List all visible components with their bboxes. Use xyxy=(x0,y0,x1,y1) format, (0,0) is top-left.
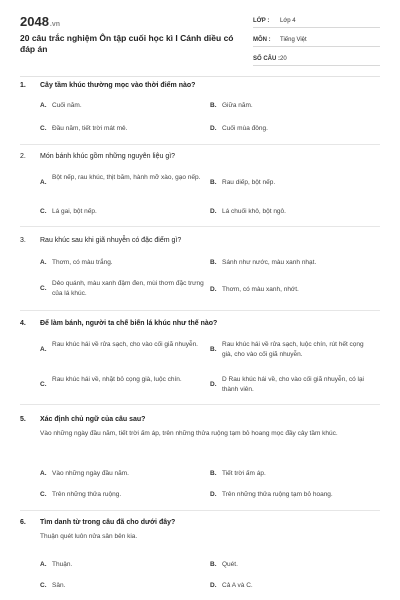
option-a[interactable]: A. Vào những ngày đầu năm. xyxy=(40,470,129,477)
question-5: 5. Xác định chủ ngữ của câu sau? Vào những ngày đầu năm, tiết trời ấm áp, trên những thửa ruộng tạm bỏ hoang mọc đầy cây tầm khúc. A. Vào những ngày đầu năm. B. Tiết trời ấm áp. C. Trên những thửa ruộng. D. Trên những thửa ruộng tạm bỏ hoang. xyxy=(20,414,380,439)
option-b[interactable]: B. Sánh như nước, màu xanh nhạt. xyxy=(210,259,317,266)
question-3: 3. Rau khúc sau khi giã nhuyễn có đặc điểm gì? A. Thơm, có màu trắng. B. Sánh như nước, màu xanh nhạt. C. Dẻo quánh, màu xanh đậm đen, mùi thơm đặc trưng của lá khúc. D. Thơm, có màu xanh, nhớt. xyxy=(20,235,380,246)
option-d[interactable]: D. D Rau khúc hái về, cho vào cối giã nhuyễn, có lại thành viên. xyxy=(210,376,365,393)
question-passage: Vào những ngày đầu năm, tiết trời ấm áp, trên những thửa ruộng tạm bỏ hoang mọc đầy cây tầm khúc. xyxy=(40,430,338,437)
site-logo[interactable]: 2048.vn xyxy=(20,14,61,29)
meta-subject: MÔN : Tiếng Việt xyxy=(253,33,380,47)
header-divider xyxy=(20,76,380,77)
question-text: Xác định chủ ngữ của câu sau? xyxy=(40,416,146,423)
option-c[interactable]: C. Trên những thửa ruộng. xyxy=(40,491,122,498)
meta-info xyxy=(253,14,380,71)
question-divider xyxy=(20,510,380,511)
option-b[interactable]: B. Tiết trời ấm áp. xyxy=(210,470,266,477)
document-title: 20 câu trắc nghiệm Ôn tập cuối học kì I Cánh diều có đáp án xyxy=(20,33,234,54)
option-c[interactable]: C. Lá gai, bột nếp. xyxy=(40,208,97,215)
question-text: Tìm danh từ trong câu đã cho dưới đây? xyxy=(40,519,176,526)
question-divider xyxy=(20,226,380,227)
option-c[interactable]: C. Dẻo quánh, màu xanh đậm đen, mùi thơm đặc trưng của lá khúc. xyxy=(40,280,204,297)
option-a[interactable]: A. Cuối năm. xyxy=(40,102,82,109)
question-6: 6. Tìm danh từ trong câu đã cho dưới đây? Thuận quét luôn nửa sân bên kia. A. Thuận. B. Quét. C. Sân. D. Cả A và C. xyxy=(20,517,380,542)
option-a[interactable]: A. Thuận. xyxy=(40,561,73,568)
meta-grade: LỚP : Lớp 4 xyxy=(253,14,380,28)
question-text: Món bánh khúc gồm những nguyên liệu gì? xyxy=(40,153,176,160)
meta-count: SỐ CÂU : 20 xyxy=(253,52,380,66)
option-b[interactable]: B. Rau khúc hái về rửa sạch, luộc chín, rút hết cọng già, cho vào cối giã nhuyễn. xyxy=(210,341,364,358)
option-d[interactable]: D. Thơm, có màu xanh, nhớt. xyxy=(210,286,299,293)
question-text: Cây tầm khúc thường mọc vào thời điểm nào? xyxy=(40,82,196,89)
question-divider xyxy=(20,144,380,145)
option-a[interactable]: A. Thơm, có màu trắng. xyxy=(40,259,113,266)
option-d[interactable]: D. Cuối mùa đông. xyxy=(210,125,268,132)
option-d[interactable]: D. Lá chuối khô, bột ngô. xyxy=(210,208,286,215)
question-1: 1. Cây tầm khúc thường mọc vào thời điểm nào? A. Cuối năm. B. Giữa năm. C. Đầu năm, tiết trời mát mẻ. D. Cuối mùa đông. xyxy=(20,80,380,91)
question-text: Rau khúc sau khi giã nhuyễn có đặc điểm gì? xyxy=(40,237,182,244)
question-passage: Thuận quét luôn nửa sân bên kia. xyxy=(40,533,138,540)
question-divider xyxy=(20,404,380,405)
question-2: 2. Món bánh khúc gồm những nguyên liệu gì? A. Bột nếp, rau khúc, thịt băm, hành mỡ xào, gạo nếp. B. Rau diếp, bột nếp. C. Lá gai, bột nếp. D. Lá chuối khô, bột ngô. xyxy=(20,151,380,162)
option-c[interactable]: C. Đầu năm, tiết trời mát mẻ. xyxy=(40,125,128,132)
worksheet-header xyxy=(0,0,400,75)
option-c[interactable]: C. Sân. xyxy=(40,582,66,589)
question-divider xyxy=(20,310,380,311)
option-d[interactable]: D. Trên những thửa ruộng tạm bỏ hoang. xyxy=(210,491,333,498)
option-a[interactable]: A. Bột nếp, rau khúc, thịt băm, hành mỡ xào, gạo nếp. xyxy=(40,174,201,186)
option-a[interactable]: A. Rau khúc hái về rửa sạch, cho vào cối giã nhuyễn. xyxy=(40,341,198,353)
question-text: Để làm bánh, người ta chế biến lá khúc như thế nào? xyxy=(40,320,218,327)
question-4: 4. Để làm bánh, người ta chế biến lá khúc như thế nào? A. Rau khúc hái về rửa sạch, cho vào cối giã nhuyễn. B. Rau khúc hái về rửa sạch, luộc chín, rút hết cọng già, cho vào cối giã nhuyễn. C. Rau khúc hái về, nhặt bỏ cọng già, luộc chín. D. D Rau khúc hái về, cho vào cối giã nhuyễn, có lại thành viên. xyxy=(20,318,380,329)
option-b[interactable]: B. Giữa năm. xyxy=(210,102,253,109)
option-b[interactable]: B. Rau diếp, bột nếp. xyxy=(210,179,276,186)
option-c[interactable]: C. Rau khúc hái về, nhặt bỏ cọng già, luộc chín. xyxy=(40,376,182,388)
option-d[interactable]: D. Cả A và C. xyxy=(210,582,253,589)
option-b[interactable]: B. Quét. xyxy=(210,561,238,568)
